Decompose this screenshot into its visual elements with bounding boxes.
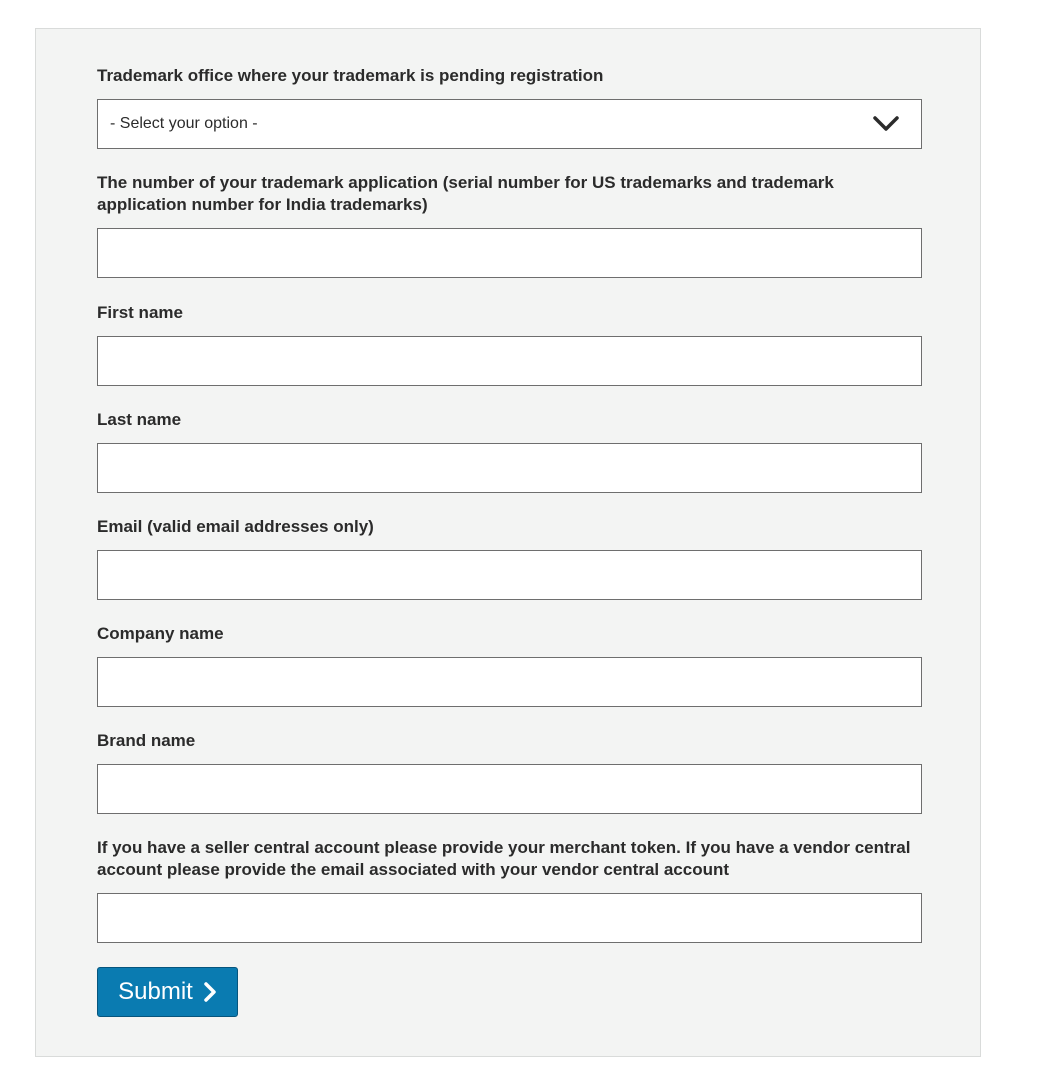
last-name-input[interactable] [97, 443, 922, 493]
trademark-office-selected-value: - Select your option - [110, 115, 258, 132]
brand-name-input[interactable] [97, 764, 922, 814]
chevron-right-icon [203, 981, 217, 1003]
application-number-input[interactable] [97, 228, 922, 278]
form-panel [35, 28, 981, 1057]
email-input[interactable] [97, 550, 922, 600]
merchant-token-label: If you have a seller central account please provide your merchant token. If you have a vendor central account please provide the email associated with your vendor central account [97, 838, 911, 879]
chevron-down-icon [873, 116, 899, 132]
trademark-office-label: Trademark office where your trademark is pending registration [97, 66, 604, 85]
merchant-token-input[interactable] [97, 893, 922, 943]
company-name-input[interactable] [97, 657, 922, 707]
last-name-label: Last name [97, 410, 182, 429]
first-name-label: First name [97, 303, 183, 322]
trademark-office-select[interactable] [97, 99, 922, 149]
company-name-label: Company name [97, 624, 224, 643]
submit-button-label: Submit [118, 978, 193, 1005]
submit-button[interactable] [97, 967, 238, 1017]
brand-name-label: Brand name [97, 731, 196, 750]
first-name-input[interactable] [97, 336, 922, 386]
application-number-label: The number of your trademark application (serial number for US trademarks and trademark application number for India trademarks) [97, 173, 834, 214]
email-label: Email (valid email addresses only) [97, 517, 374, 536]
